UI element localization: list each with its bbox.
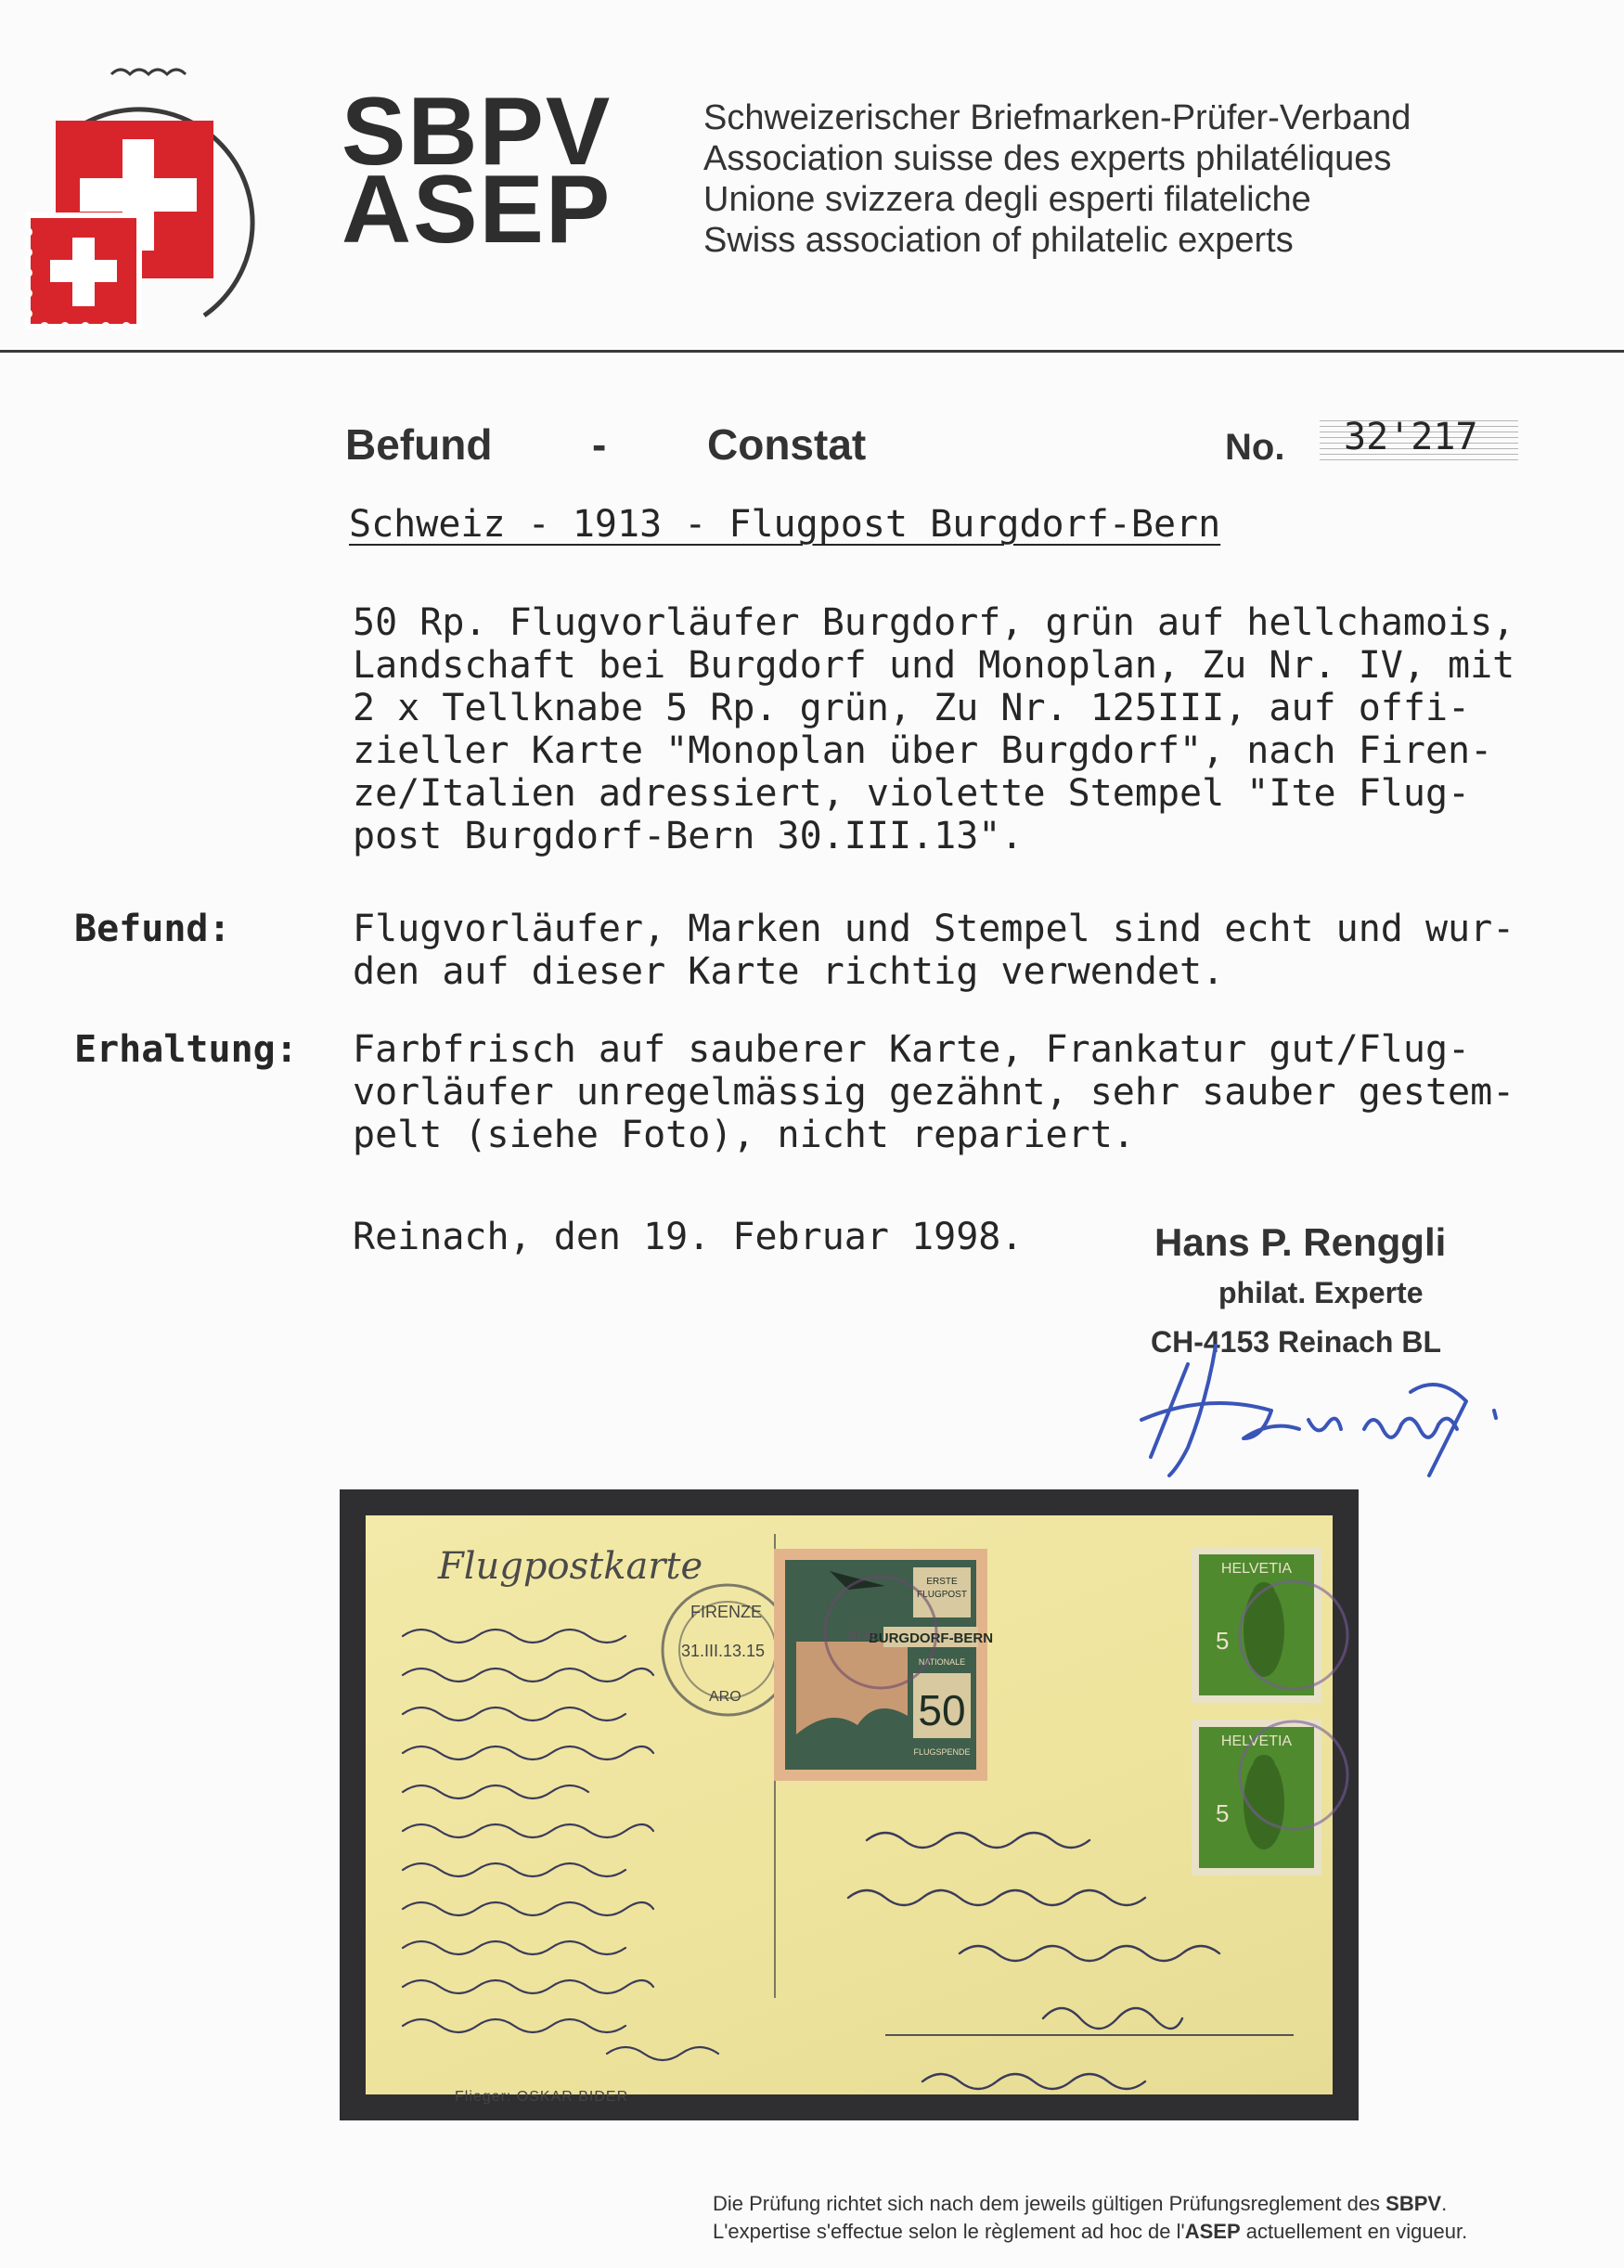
description-line: post Burgdorf-Bern 30.III.13". bbox=[353, 815, 1024, 857]
postmark-side: ARO bbox=[709, 1689, 741, 1705]
date-line: Reinach, den 19. Februar 1998. bbox=[353, 1216, 1024, 1258]
postmark-date: 31.III.13.15 bbox=[681, 1642, 766, 1660]
postcard-face bbox=[366, 1515, 1333, 2105]
handwritten-address bbox=[848, 1812, 1331, 2109]
stamp-value: 5 bbox=[1216, 1627, 1230, 1655]
stamp-country: HELVETIA bbox=[1220, 1733, 1293, 1749]
erhaltung-line: vorläufer unregelmässig gezähnt, sehr sauber gestem- bbox=[353, 1071, 1515, 1114]
erhaltung-line: Farbfrisch auf sauberer Karte, Frankatur gut/Flug- bbox=[353, 1028, 1471, 1071]
subject-line: Schweiz - 1913 - Flugpost Burgdorf-Bern bbox=[349, 503, 1221, 546]
signatory-name: Hans P. Renggli bbox=[1154, 1220, 1447, 1264]
befund-label: Befund: bbox=[74, 908, 231, 950]
burgdorf-flugpost-vignette bbox=[774, 1549, 994, 1781]
erhaltung-label: Erhaltung: bbox=[74, 1028, 298, 1071]
signatory-title: philat. Experte bbox=[1218, 1276, 1424, 1309]
org-name-fr: Association suisse des experts philatéliques bbox=[703, 139, 1392, 178]
footer-note-fr bbox=[713, 2220, 1467, 2244]
certificate-number: 32'217 bbox=[1344, 416, 1478, 458]
description-line: 2 x Tellknabe 5 Rp. grün, Zu Nr. 125III, auf offi- bbox=[353, 687, 1471, 729]
stamp-value: 5 bbox=[1216, 1799, 1230, 1827]
footer-note-de bbox=[713, 2192, 1447, 2216]
header-divider bbox=[0, 350, 1624, 353]
signatory-address: CH-4153 Reinach BL bbox=[1151, 1325, 1441, 1359]
postcard-pilot-credit: Flieger: OSKAR BIDER bbox=[455, 2089, 629, 2105]
description-line: 50 Rp. Flugvorläufer Burgdorf, grün auf hellchamois, bbox=[353, 601, 1515, 644]
postcard-title: Flugpostkarte bbox=[438, 1545, 703, 1588]
postcard-photo bbox=[340, 1489, 1359, 2120]
footer-note-fr-org: ASEP bbox=[1184, 2220, 1241, 2243]
org-name-de: Schweizerischer Briefmarken-Prüfer-Verband bbox=[703, 98, 1411, 137]
org-name-en: Swiss association of philatelic experts bbox=[703, 221, 1294, 260]
befund-line: den auf dieser Karte richtig verwendet. bbox=[353, 950, 1225, 993]
logo-wordmark-asep: ASEP bbox=[342, 156, 612, 264]
erhaltung-line: pelt (siehe Foto), nicht repariert. bbox=[353, 1114, 1135, 1156]
footer-note-de-org: SBPV bbox=[1386, 2192, 1442, 2215]
title-constat: Constat bbox=[707, 420, 867, 469]
vignette-top-line2: FLUGPOST bbox=[917, 1590, 967, 1600]
vignette-postmark-date: 30.III. bbox=[846, 1628, 880, 1643]
vignette-top-line1: ERSTE bbox=[926, 1577, 958, 1587]
certificate-number-label: No. bbox=[1225, 427, 1285, 468]
description-line: zieller Karte "Monoplan über Burgdorf", nach Firen- bbox=[353, 729, 1493, 772]
tellknabe-stamp bbox=[1192, 1547, 1321, 1703]
stamp-country: HELVETIA bbox=[1220, 1561, 1293, 1577]
vignette-route: BURGDORF-BERN bbox=[868, 1630, 994, 1646]
footer-note-fr-text: L'expertise s'effectue selon le règlement ad hoc de l' bbox=[713, 2220, 1185, 2243]
vignette-side: NATIONALE bbox=[918, 1657, 966, 1667]
footer-note-de-text: Die Prüfung richtet sich nach dem jeweils gültigen Prüfungsreglement des bbox=[713, 2192, 1386, 2215]
vignette-value: 50 bbox=[918, 1686, 966, 1734]
logo-wordmark-sbpv: SBPV bbox=[342, 78, 612, 186]
handwritten-signature bbox=[1132, 1336, 1522, 1485]
title-dash: - bbox=[592, 420, 607, 469]
sbpv-asep-logo bbox=[19, 19, 223, 390]
footer-note-fr-end: actuellement en vigueur. bbox=[1240, 2220, 1468, 2243]
postmark-city: FIRENZE bbox=[690, 1603, 763, 1621]
befund-line: Flugvorläufer, Marken und Stempel sind echt und wur- bbox=[353, 908, 1515, 950]
org-name-it: Unione svizzera degli esperti filateliche bbox=[703, 180, 1311, 219]
title-befund: Befund bbox=[345, 420, 493, 469]
description-line: Landschaft bei Burgdorf und Monoplan, Zu Nr. IV, mit bbox=[353, 644, 1515, 687]
footer-note-de-end: . bbox=[1441, 2192, 1448, 2215]
vignette-bottom: FLUGSPENDE bbox=[913, 1747, 971, 1757]
description-line: ze/Italien adressiert, violette Stempel "Ite Flug- bbox=[353, 772, 1471, 815]
